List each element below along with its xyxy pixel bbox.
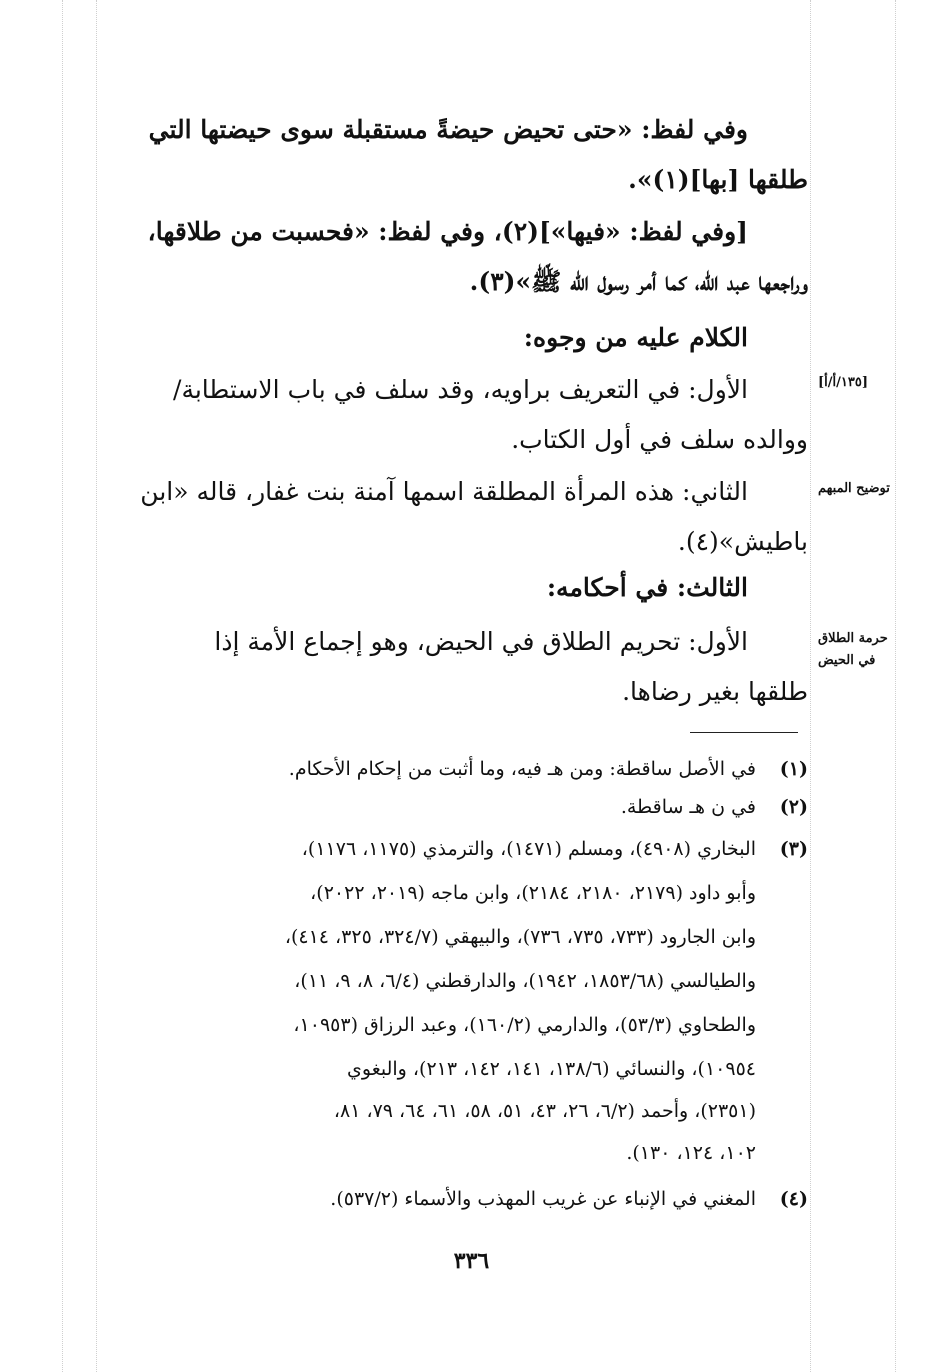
- text-line: وراجعها عبد الله، كما أمر رسول الله ﷺ»(٣).: [469, 267, 808, 296]
- scan-guide-line: [62, 0, 63, 1372]
- page-number: ٣٣٦: [453, 1248, 490, 1274]
- footnote-text: المغني في الإنباء عن غريب المهذب والأسماء (٥٣٧/٢).: [330, 1188, 756, 1210]
- text-line: باطيش»(٤).: [677, 527, 808, 556]
- footnote-continuation: (٢٣٥١)، وأحمد (٦/٢، ٢٦، ٤٣، ٥١، ٥٨، ٦١، ٦٤، ٧٩، ٨١،: [333, 1100, 756, 1122]
- main-text: [118, 0, 808, 720]
- text-line: طلقها [بها](١)».: [628, 165, 808, 194]
- footnote-continuation: والطحاوي (٥٣/٣)، والدارمي (١٦٠/٢)، وعبد الرزاق (١٠٩٥٣،: [293, 1014, 756, 1036]
- footnote-continuation: وأبو داود (٢١٧٩، ٢١٨٠، ٢١٨٤)، وابن ماجه (٢٠١٩، ٢٠٢٢)،: [310, 882, 756, 904]
- footnote: [118, 790, 808, 824]
- margin-note: حرمة الطلاق: [818, 631, 888, 646]
- text-line: الأول: في التعريف براويه، وقد سلف في باب الاستطابة/: [173, 375, 748, 404]
- footnote: [118, 752, 808, 786]
- footnote-number: (٣): [779, 838, 808, 860]
- footnote-number: (٤): [779, 1188, 808, 1210]
- text-line: وفي لفظ: «حتى تحيض حيضةً مستقبلة سوى حيضتها التي: [148, 115, 748, 144]
- footnote-text: البخاري (٤٩٠٨)، ومسلم (١٤٧١)، والترمذي (١١٧٥، ١١٧٦)،: [301, 838, 756, 860]
- margin-note: في الحيض: [818, 653, 876, 668]
- footnote-continuation: وابن الجارود (٧٣٣، ٧٣٥، ٧٣٦)، والبيهقي (٣٢٤/٧، ٣٢٥، ٤١٤)،: [284, 926, 756, 948]
- footnote-number: (٢): [779, 796, 808, 818]
- text-line: [وفي لفظ: «فيها»](٢)، وفي لفظ: «فحسبت من طلاقها،: [147, 217, 748, 246]
- footnote-continuation: والطيالسي (١٨٥٣/٦٨، ١٩٤٢)، والدارقطني (٦/٤، ٨، ٩، ١١)،: [294, 970, 756, 992]
- scan-guide-line: [895, 0, 896, 1372]
- footnote-number: (١): [779, 758, 808, 780]
- footnote-continuation: ١٠٩٥٤)، والنسائي (١٣٨/٦، ١٤١، ١٤٢، ٢١٣)، والبغوي: [347, 1058, 756, 1080]
- text-line: طلقها بغير رضاها.: [622, 677, 808, 706]
- folio-reference: [١٣٥/أ/أ]: [818, 375, 868, 390]
- text-line: الأول: تحريم الطلاق في الحيض، وهو إجماع الأمة إذا: [214, 627, 748, 656]
- margin-note: توضيح المبهم: [818, 481, 890, 496]
- footnote: [118, 832, 808, 866]
- footnote-text: في الأصل ساقطة: ومن هـ فيه، وما أثبت من إحكام الأحكام.: [288, 758, 756, 780]
- text-line: ووالده سلف في أول الكتاب.: [511, 425, 808, 454]
- scan-guide-line: [96, 0, 97, 1372]
- footnote: [118, 1182, 808, 1216]
- footnote-continuation: ١٠٢، ١٢٤، ١٣٠).: [626, 1142, 756, 1164]
- section-heading: الثالث: في أحكامه:: [546, 573, 748, 602]
- footnote-separator: [690, 732, 798, 733]
- footnote-text: في ن هـ ساقطة.: [620, 796, 756, 818]
- section-heading: الكلام عليه من وجوه:: [523, 323, 748, 352]
- scan-guide-line: [810, 0, 811, 1372]
- text-line: الثاني: هذه المرأة المطلقة اسمها آمنة بنت غفار، قاله «ابن: [140, 477, 748, 506]
